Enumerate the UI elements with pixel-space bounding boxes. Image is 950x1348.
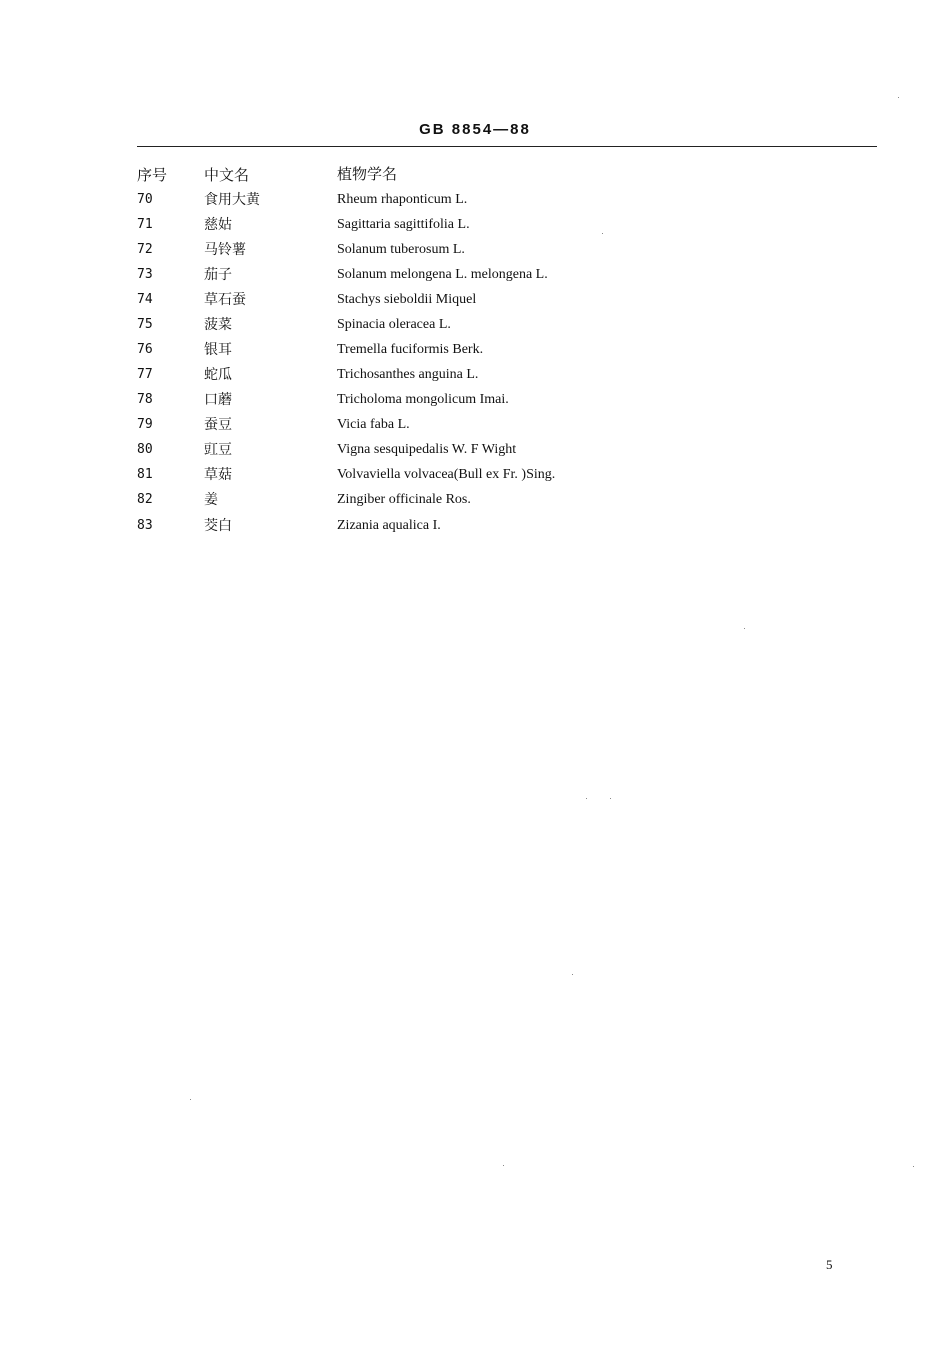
row-number: 82 bbox=[137, 492, 153, 507]
row-botanical-name: Zizania aqualica I. bbox=[337, 518, 441, 533]
row-chinese-name: 草菇 bbox=[204, 467, 232, 483]
row-chinese-name: 豇豆 bbox=[204, 442, 232, 458]
row-chinese-name: 姜 bbox=[204, 492, 218, 508]
row-number: 73 bbox=[137, 267, 153, 282]
page-number: 5 bbox=[826, 1257, 833, 1272]
row-number: 75 bbox=[137, 317, 153, 332]
row-chinese-name: 马铃薯 bbox=[204, 242, 246, 258]
row-botanical-name: Trichosanthes anguina L. bbox=[337, 367, 479, 382]
row-botanical-name: Solanum melongena L. melongena L. bbox=[337, 267, 548, 282]
row-number: 71 bbox=[137, 217, 153, 232]
row-botanical-name: Vigna sesquipedalis W. F Wight bbox=[337, 442, 517, 457]
scan-speck bbox=[744, 628, 745, 629]
row-number: 77 bbox=[137, 367, 153, 382]
scan-speck bbox=[190, 1099, 191, 1100]
row-chinese-name: 菠菜 bbox=[204, 317, 232, 333]
row-botanical-name: Solanum tuberosum L. bbox=[337, 242, 465, 257]
row-number: 83 bbox=[137, 518, 153, 533]
column-header-chinese-name: 中文名 bbox=[204, 166, 250, 184]
row-number: 79 bbox=[137, 417, 153, 432]
row-number: 70 bbox=[137, 192, 153, 207]
row-botanical-name: Volvaviella volvacea(Bull ex Fr. )Sing. bbox=[337, 467, 556, 482]
scan-speck bbox=[572, 974, 573, 975]
row-botanical-name: Sagittaria sagittifolia L. bbox=[337, 217, 470, 232]
row-number: 78 bbox=[137, 392, 153, 407]
scan-speck bbox=[586, 798, 587, 799]
row-botanical-name: Zingiber officinale Ros. bbox=[337, 492, 471, 507]
row-chinese-name: 银耳 bbox=[204, 342, 232, 358]
row-chinese-name: 食用大黄 bbox=[204, 192, 260, 208]
scan-speck bbox=[913, 1166, 914, 1167]
row-chinese-name: 蚕豆 bbox=[204, 417, 232, 433]
scan-speck bbox=[610, 798, 611, 799]
row-botanical-name: Tremella fuciformis Berk. bbox=[337, 342, 484, 357]
row-chinese-name: 草石蚕 bbox=[204, 292, 246, 308]
row-chinese-name: 茄子 bbox=[204, 267, 232, 283]
row-number: 76 bbox=[137, 342, 153, 357]
row-chinese-name: 茭白 bbox=[204, 518, 232, 534]
row-chinese-name: 慈姑 bbox=[204, 217, 232, 233]
scan-speck bbox=[503, 1165, 504, 1166]
row-botanical-name: Tricholoma mongolicum Imai. bbox=[337, 392, 509, 407]
row-chinese-name: 口蘑 bbox=[204, 392, 232, 408]
row-number: 74 bbox=[137, 292, 153, 307]
row-botanical-name: Stachys sieboldii Miquel bbox=[337, 292, 477, 307]
header-divider bbox=[137, 146, 877, 147]
row-botanical-name: Spinacia oleracea L. bbox=[337, 317, 451, 332]
row-botanical-name: Vicia faba L. bbox=[337, 417, 410, 432]
row-number: 72 bbox=[137, 242, 153, 257]
row-botanical-name: Rheum rhaponticum L. bbox=[337, 192, 468, 207]
row-chinese-name: 蛇瓜 bbox=[204, 367, 232, 383]
scan-speck bbox=[602, 233, 603, 234]
row-number: 81 bbox=[137, 467, 153, 482]
scan-speck bbox=[898, 97, 899, 98]
column-header-number: 序号 bbox=[137, 166, 168, 184]
standard-code-header: GB 8854—88 bbox=[419, 121, 531, 138]
row-number: 80 bbox=[137, 442, 153, 457]
column-header-botanical-name: 植物学名 bbox=[337, 167, 398, 183]
